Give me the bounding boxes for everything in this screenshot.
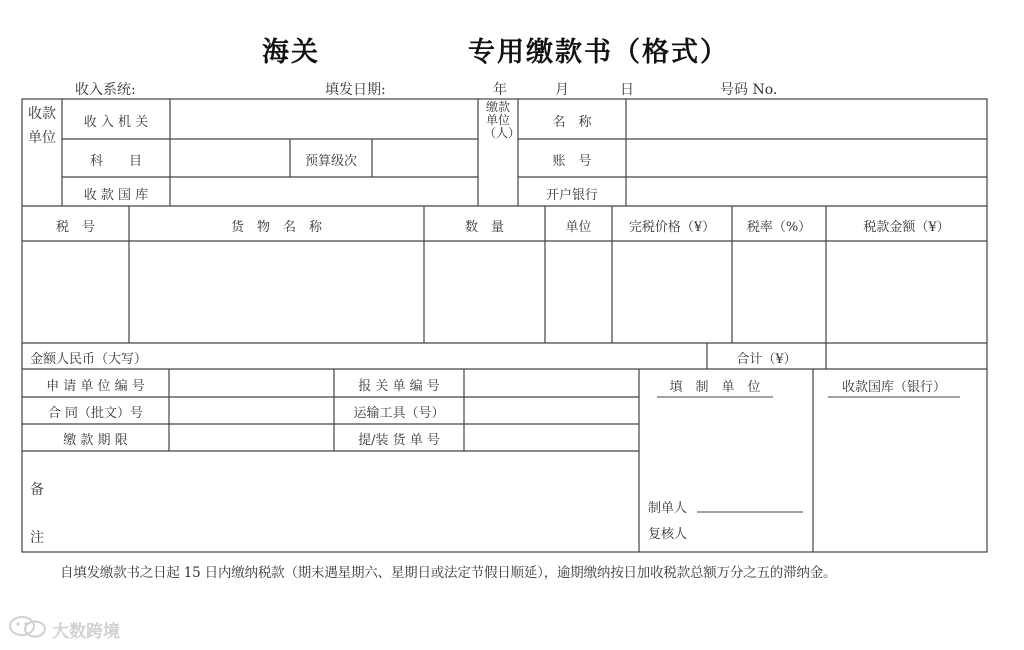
payee-unit-side-label: 收款单位 bbox=[28, 106, 56, 146]
document-title: 专用缴款书（格式） bbox=[468, 37, 729, 68]
footer-note: 自填发缴款书之日起 15 日内缴纳税款（期末遇星期六、星期日或法定节假日顺延），逾期缴纳按日加收税款总额万分之五的滞纳金。 bbox=[60, 565, 837, 581]
prepared-by-unit-label: 填 制 单 位 bbox=[669, 380, 761, 395]
transport-label: 运输工具（号） bbox=[353, 406, 445, 421]
collecting-authority-label: 收 入 机 关 bbox=[83, 115, 149, 130]
number-label: 号码 No. bbox=[720, 82, 778, 98]
wechat-logo-icon bbox=[8, 615, 48, 645]
bill-of-lading-label: 提/装 货 单 号 bbox=[358, 433, 440, 448]
remarks-label: 备注 bbox=[30, 482, 44, 546]
payer-bank-label: 开户银行 bbox=[545, 188, 598, 203]
payment-deadline-label: 缴 款 期 限 bbox=[63, 433, 128, 448]
watermark-text: 大数跨境 bbox=[52, 622, 120, 642]
total-label: 合计（¥） bbox=[736, 352, 797, 367]
col-dutiable-price: 完税价格（¥） bbox=[628, 220, 716, 235]
day-label: 日 bbox=[620, 82, 634, 98]
applicant-unit-no-label: 申 请 单 位 编 号 bbox=[46, 379, 145, 394]
budget-level-label: 预算级次 bbox=[304, 154, 357, 169]
reviewer-label: 复核人 bbox=[648, 527, 688, 542]
preparer-label: 制单人 bbox=[648, 501, 688, 516]
col-quantity: 数 量 bbox=[464, 220, 504, 235]
col-unit: 单位 bbox=[565, 220, 592, 235]
document-title-customs: 海关 bbox=[262, 37, 320, 68]
col-goods-name: 货 物 名 称 bbox=[230, 220, 322, 235]
receiving-treasury-label: 收 款 国 库 bbox=[83, 188, 149, 203]
contract-no-label: 合 同（批文）号 bbox=[47, 406, 144, 421]
receiving-treasury-bank-label: 收款国库（银行） bbox=[841, 380, 946, 395]
month-label: 月 bbox=[555, 82, 569, 98]
declaration-no-label: 报 关 单 编 号 bbox=[358, 379, 440, 394]
payer-account-label: 账 号 bbox=[552, 154, 592, 169]
fill-date-label: 填发日期: bbox=[325, 82, 386, 98]
payer-name-label: 名 称 bbox=[552, 115, 592, 130]
year-label: 年 bbox=[493, 82, 507, 98]
col-tax-amount: 税款金额（¥） bbox=[863, 220, 950, 235]
col-tax-number: 税 号 bbox=[55, 220, 95, 235]
income-system-label: 收入系统: bbox=[75, 82, 136, 98]
col-tax-rate: 税率（%） bbox=[746, 220, 812, 235]
amount-rmb-label: 金额人民币（大写） bbox=[30, 352, 148, 367]
payer-unit-side-label: 缴款单位（人） bbox=[484, 100, 521, 140]
subject-label: 科 目 bbox=[89, 154, 142, 169]
